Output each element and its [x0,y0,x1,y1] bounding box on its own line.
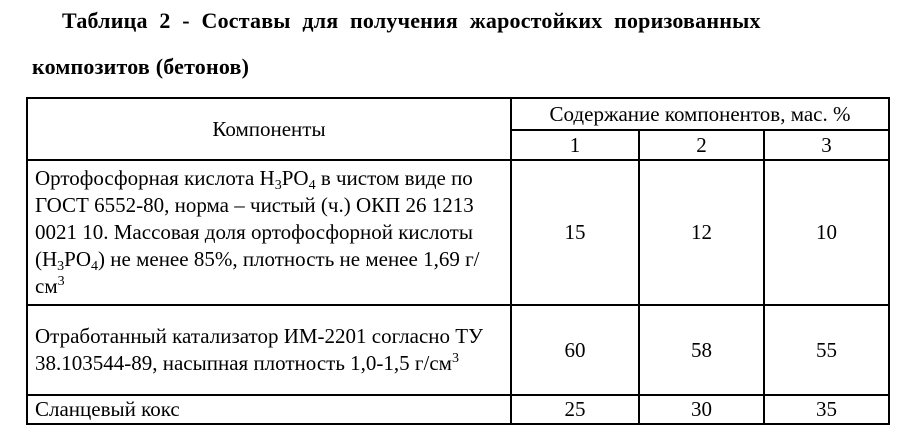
header-row [27,98,889,130]
component-name [27,395,511,424]
component-name-text: PO [281,166,309,190]
header-column-2: 2 [639,130,764,160]
subscript: 4 [308,178,316,193]
value-cell: 35 [764,395,889,424]
component-name [27,160,511,305]
superscript: 3 [451,351,459,366]
value-cell: 12 [639,160,764,305]
value-cell: 15 [511,160,639,305]
composition-table [26,97,890,425]
table-row [27,395,889,424]
value-cell: 60 [511,305,639,395]
subscript: 3 [57,259,65,274]
component-name-text: Отработанный катализатор ИМ-2201 согласно ТУ 38.103544-89, насыпная плотность 1,0-1,5 г/см [35,324,483,375]
component-name-text: Ортофосфорная кислота H [35,166,275,190]
value-cell: 55 [764,305,889,395]
value-cell: 58 [639,305,764,395]
component-name-text: в чистом виде по ГОСТ 6552-80, норма – чистый (ч.) ОКП 26 1213 0021 10. Массовая доля ортофосфорной кислоты (H [35,166,474,271]
header-components: Компоненты [27,98,511,160]
header-content-group: Содержание компонентов, мас. % [511,98,889,130]
component-name-text: ) не менее 85%, плотность не менее 1,69 г/см [35,247,480,298]
superscript: 3 [57,274,65,289]
value-cell: 30 [639,395,764,424]
component-name-text: PO [64,247,92,271]
table-row [27,305,889,395]
component-name-text: Сланцевый кокс [35,397,180,421]
subscript: 4 [91,259,99,274]
component-name [27,305,511,395]
header-column-1: 1 [511,130,639,160]
table-row [27,160,889,305]
value-cell: 10 [764,160,889,305]
caption-line-2: композитов (бетонов) [32,54,250,79]
value-cell: 25 [511,395,639,424]
caption-line-1: Таблица 2 - Составы для получения жаростойких поризованных [62,8,761,33]
header-column-3: 3 [764,130,889,160]
subscript: 3 [274,178,282,193]
